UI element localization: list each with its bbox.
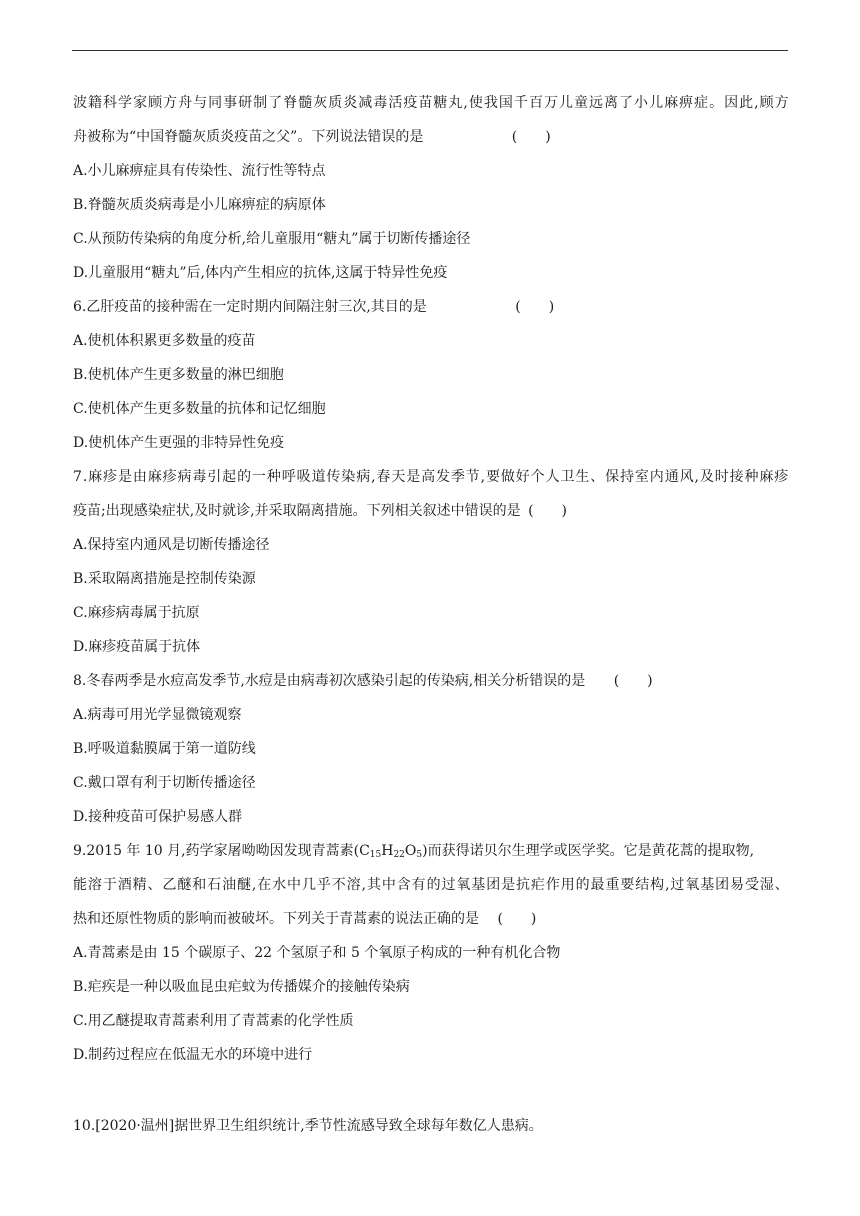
option-c: C.用乙醚提取青蒿素利用了青蒿素的化学性质 [73, 1013, 354, 1029]
glyph: 呼 [281, 469, 296, 485]
glyph: 好 [515, 469, 530, 485]
glyph: 不 [331, 877, 346, 893]
option-c: C.麻疹病毒属于抗原 [73, 605, 200, 621]
glyph: 醚 [177, 877, 192, 893]
option-d: D.制药过程应在低温无水的环境中进行 [73, 1047, 313, 1063]
question-stem-text: 热和还原性物质的影响而被破坏。下列关于青蒿素的说法正确的是 [73, 911, 479, 927]
glyph: 有 [411, 877, 426, 893]
glyph: 卫 [560, 469, 575, 485]
glyph: 通 [664, 469, 679, 485]
glyph: 研 [238, 95, 253, 111]
glyph: 易 [730, 877, 745, 893]
glyph: 离 [604, 95, 619, 111]
glyph: 。 [709, 95, 724, 111]
glyph: 生 [575, 469, 590, 485]
formula-element: O [404, 843, 417, 859]
glyph: 持 [620, 469, 635, 485]
glyph: 的 [237, 469, 252, 485]
question-7 [73, 460, 789, 664]
glyph: 疫 [403, 95, 418, 111]
glyph: 季 [450, 469, 465, 485]
question-stem [73, 834, 789, 868]
glyph: 及 [699, 469, 714, 485]
glyph: 节 [465, 469, 480, 485]
glyph: 灰 [313, 95, 328, 111]
glyph: 与 [193, 95, 208, 111]
glyph: 苗 [418, 95, 433, 111]
glyph: 种 [266, 469, 281, 485]
glyph: 舟 [178, 95, 193, 111]
answer-bracket: ( ) [511, 129, 551, 145]
glyph: 了 [268, 95, 283, 111]
glyph: 疟 [530, 877, 545, 893]
glyph: 麻 [88, 469, 103, 485]
glyph: 、 [147, 877, 162, 893]
glyph: 万 [543, 95, 558, 111]
glyph: 要 [486, 469, 500, 485]
glyph: 染 [341, 469, 356, 485]
glyph: 基 [700, 877, 715, 893]
glyph: 是 [406, 469, 421, 485]
glyph: 此 [739, 95, 754, 111]
glyph: 乎 [316, 877, 331, 893]
glyph: 麻 [147, 469, 162, 485]
question-stem [73, 494, 789, 528]
glyph: 麻 [759, 469, 774, 485]
glyph: 精 [132, 877, 147, 893]
formula-subscript: 5 [416, 850, 423, 860]
glyph: 溶 [87, 877, 102, 893]
glyph: 作 [545, 877, 560, 893]
option-a: A.使机体积累更多数量的疫苗 [73, 333, 256, 349]
option-a: A.病毒可用光学显微镜观察 [73, 707, 242, 723]
glyph: 氧 [456, 877, 471, 893]
glyph: 中 [381, 877, 396, 893]
option-c: C.戴口罩有利于切断传播途径 [73, 775, 256, 791]
glyph: 天 [391, 469, 406, 485]
option-d: D.麻疹疫苗属于抗体 [73, 639, 201, 655]
answer-bracket: ( ) [528, 503, 568, 519]
glyph: 7 [73, 469, 82, 485]
glyph: 湿 [759, 877, 774, 893]
glyph: 方 [163, 95, 178, 111]
glyph: 结 [635, 877, 650, 893]
glyph: , [361, 877, 367, 893]
glyph: 一 [251, 469, 266, 485]
question-10 [73, 1109, 789, 1143]
question-stem [73, 86, 789, 120]
glyph: 毒 [192, 469, 207, 485]
glyph: 我 [483, 95, 498, 111]
option-b: B.采取隔离措施是控制传染源 [73, 571, 256, 587]
glyph: 基 [471, 877, 486, 893]
question-stem [73, 290, 789, 324]
question-stem-text: 6.乙肝疫苗的接种需在一定时期内间隔注射三次,其目的是 [73, 299, 427, 315]
glyph: 抗 [516, 877, 530, 893]
glyph: 疹 [162, 469, 177, 485]
glyph: 顾 [759, 95, 774, 111]
option-a: A.青蒿素是由 15 个碳原子、22 个氢原子和 5 个氧原子构成的一种有机化合物 [73, 945, 561, 961]
glyph: 构 [650, 877, 665, 893]
glyph: 水 [272, 877, 287, 893]
glyph: 用 [560, 877, 575, 893]
header-rule [72, 50, 788, 51]
glyph: 质 [328, 95, 343, 111]
glyph: 种 [744, 469, 759, 485]
glyph: 顾 [148, 95, 163, 111]
glyph: 最 [590, 877, 605, 893]
glyph: 和 [192, 877, 207, 893]
glyph: , [694, 469, 699, 485]
document-body [73, 86, 789, 1143]
glyph: 保 [605, 469, 620, 485]
glyph: 由 [132, 469, 147, 485]
question-stem: 10.[2020·温州]据世界卫生组织统计,季节性流感导致全球每年数亿人患病。 [73, 1118, 543, 1134]
glyph: 籍 [88, 95, 103, 111]
glyph: 糖 [433, 95, 448, 111]
glyph: 于 [102, 877, 117, 893]
question-stem-text: 9.2015 年 10 月,药学家屠呦呦因发现青蒿素(C [73, 843, 370, 859]
glyph: 过 [441, 877, 456, 893]
glyph: 引 [207, 469, 222, 485]
option-b: B.使机体产生更多数量的淋巴细胞 [73, 367, 284, 383]
glyph: 石 [207, 877, 222, 893]
glyph: 百 [528, 95, 543, 111]
glyph: 人 [545, 469, 560, 485]
glyph: 乙 [162, 877, 177, 893]
glyph: 个 [530, 469, 545, 485]
glyph: 丸 [448, 95, 463, 111]
glyph: 学 [118, 95, 133, 111]
glyph: 起 [222, 469, 237, 485]
option-a: A.保持室内通风是切断传播途径 [73, 537, 270, 553]
glyph: 方 [774, 95, 789, 111]
glyph: 团 [486, 877, 501, 893]
glyph: 油 [222, 877, 237, 893]
glyph: 使 [468, 95, 483, 111]
question-8 [73, 664, 789, 834]
answer-bracket: ( ) [613, 673, 653, 689]
formula-subscript: 15 [369, 850, 382, 860]
glyph: 在 [257, 877, 272, 893]
question-stem [73, 902, 789, 936]
option-c: C.从预防传染病的角度分析,给儿童服用“糖丸”属于切断传播途径 [73, 231, 471, 247]
glyph: 酒 [117, 877, 132, 893]
glyph: 活 [388, 95, 403, 111]
glyph: 痹 [679, 95, 694, 111]
answer-bracket: ( ) [497, 911, 537, 927]
glyph: 远 [589, 95, 603, 111]
question-stem-text: 8.冬春两季是水痘高发季节,水痘是由病毒初次感染引起的传染病,相关分析错误的是 [73, 673, 586, 689]
glyph: , [754, 95, 759, 111]
option-a: A.小儿麻痹症具有传染性、流行性等特点 [73, 163, 326, 179]
glyph: 疹 [103, 469, 118, 485]
glyph: 含 [396, 877, 411, 893]
formula-subscript: 22 [393, 850, 405, 860]
glyph: 风 [679, 469, 694, 485]
option-d: D.接种疫苗可保护易感人群 [73, 809, 243, 825]
glyph: 麻 [664, 95, 679, 111]
question-9 [73, 834, 789, 1072]
glyph: 中 [287, 877, 302, 893]
glyph: 其 [366, 877, 381, 893]
option-d: D.儿童服用“糖丸”后,体内产生相应的抗体,这属于特异性免疫 [73, 265, 448, 281]
glyph: 重 [605, 877, 620, 893]
glyph: 家 [133, 95, 148, 111]
glyph: 是 [117, 469, 132, 485]
option-d: D.使机体产生更强的非特异性免疫 [73, 435, 285, 451]
glyph: . [82, 469, 88, 485]
glyph: 的 [575, 877, 590, 893]
question-stem-text: 疫苗;出现感染症状,及时就诊,并采取隔离措施。下列相关叙述中错误的是 [73, 503, 521, 519]
glyph: 同 [208, 95, 223, 111]
question-stem [73, 460, 789, 494]
question-stem [73, 664, 789, 698]
glyph: 能 [73, 877, 87, 893]
glyph: 接 [729, 469, 744, 485]
glyph: 因 [724, 95, 739, 111]
glyph: 病 [177, 469, 192, 485]
question-stem [73, 120, 789, 154]
glyph: 、 [774, 877, 789, 893]
glyph: 髓 [298, 95, 313, 111]
glyph: 氧 [685, 877, 700, 893]
glyph: 要 [620, 877, 635, 893]
glyph: 过 [670, 877, 685, 893]
option-c: C.使机体产生更多数量的抗体和记忆细胞 [73, 401, 326, 417]
glyph: 事 [223, 95, 238, 111]
glyph: 是 [501, 877, 516, 893]
glyph: , [371, 469, 376, 485]
glyph: 制 [253, 95, 268, 111]
question-stem [73, 868, 789, 902]
glyph: 醚 [236, 877, 251, 893]
glyph: 千 [513, 95, 528, 111]
glyph: 室 [634, 469, 649, 485]
glyph: 传 [326, 469, 341, 485]
glyph: 的 [426, 877, 441, 893]
glyph: 受 [744, 877, 759, 893]
glyph: , [480, 469, 486, 485]
glyph: 减 [358, 95, 373, 111]
glyph: 春 [376, 469, 391, 485]
glyph: 高 [421, 469, 436, 485]
glyph: 儿 [558, 95, 573, 111]
question-stem-text: )而获得诺贝尔生理学或医学奖。它是黄花蒿的提取物, [422, 843, 755, 859]
glyph: , [251, 877, 257, 893]
glyph: 团 [715, 877, 730, 893]
option-b: B.脊髓灰质炎病毒是小儿麻痹症的病原体 [73, 197, 326, 213]
question-stem-text: 舟被称为“中国脊髓灰质炎疫苗之父”。下列说法错误的是 [73, 129, 424, 145]
glyph: 溶 [346, 877, 361, 893]
glyph: 发 [435, 469, 450, 485]
glyph: 波 [73, 95, 87, 111]
glyph: 内 [649, 469, 664, 485]
glyph: 道 [311, 469, 326, 485]
question-5 [73, 86, 789, 290]
glyph: , [665, 877, 670, 893]
option-b: B.疟疾是一种以吸血昆虫疟蚊为传播媒介的接触传染病 [73, 979, 410, 995]
option-b: B.呼吸道黏膜属于第一道防线 [73, 741, 256, 757]
glyph: 、 [590, 469, 605, 485]
glyph: 疹 [774, 469, 789, 485]
glyph: 童 [573, 95, 588, 111]
glyph: 小 [634, 95, 649, 111]
glyph: 病 [356, 469, 371, 485]
glyph: 国 [498, 95, 513, 111]
question-6 [73, 290, 789, 460]
answer-bracket: ( ) [515, 299, 555, 315]
glyph: 科 [103, 95, 118, 111]
spacer [73, 1072, 789, 1109]
glyph: 做 [500, 469, 515, 485]
glyph: 吸 [296, 469, 311, 485]
glyph: 炎 [343, 95, 358, 111]
glyph: 时 [714, 469, 729, 485]
glyph: 症 [694, 95, 709, 111]
glyph: 脊 [283, 95, 298, 111]
glyph: , [463, 95, 468, 111]
glyph: 几 [301, 877, 316, 893]
glyph: 毒 [373, 95, 388, 111]
glyph: 了 [619, 95, 634, 111]
glyph: 儿 [649, 95, 664, 111]
formula-element: H [381, 843, 394, 859]
